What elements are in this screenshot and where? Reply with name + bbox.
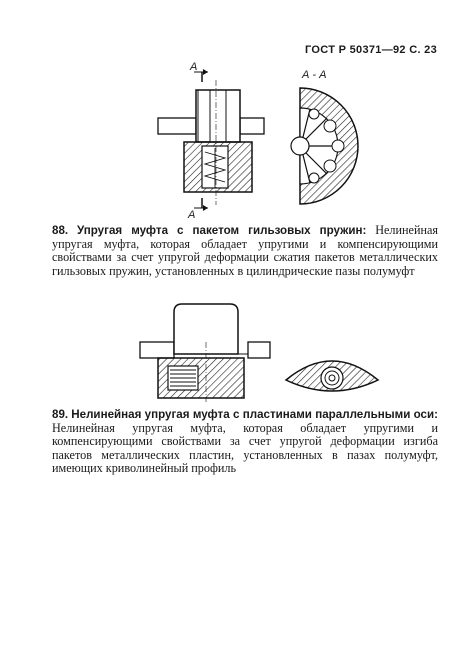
- item-88-title: Упругая муфта с пакетом гильзовых пружин:: [76, 224, 367, 237]
- item-89-body: Нелинейная упругая муфта, которая обладает упругими и компенсирующими свойствами за счет упругой деформации изгиба пакетов металлических пластин, установленных в пазах полумуфт, имеющих криволинейный профиль: [52, 420, 438, 476]
- section-mark-bottom: [187, 198, 208, 220]
- item-89-title: Нелинейная упругая муфта с пластинами параллельными оси:: [71, 408, 438, 421]
- item-88-number: 88.: [52, 224, 69, 237]
- svg-text:А: А: [190, 61, 198, 73]
- svg-text:А: А: [188, 209, 196, 220]
- page-header: ГОСТ Р 50371—92 С. 23: [305, 44, 437, 56]
- item-88-body: Нелинейная упругая муфта, которая обладает упругими и компенсирующими свойствами за счет упругой деформации сжатия пакетов металлических гильзовых пружин, установленных в цилиндрические пазы полумуфт: [52, 223, 439, 278]
- item-89-number: 89.: [52, 408, 69, 421]
- item-89-text: [52, 408, 438, 476]
- figure-sleeve-spring-coupling: [150, 60, 380, 220]
- section-mark-top: [189, 61, 208, 82]
- figure-plate-coupling: [110, 302, 405, 402]
- item-88-text: [52, 224, 438, 278]
- section-a-a-view: [291, 88, 358, 204]
- plate-section-view: [286, 361, 378, 391]
- svg-text:А - А: А - А: [302, 69, 327, 81]
